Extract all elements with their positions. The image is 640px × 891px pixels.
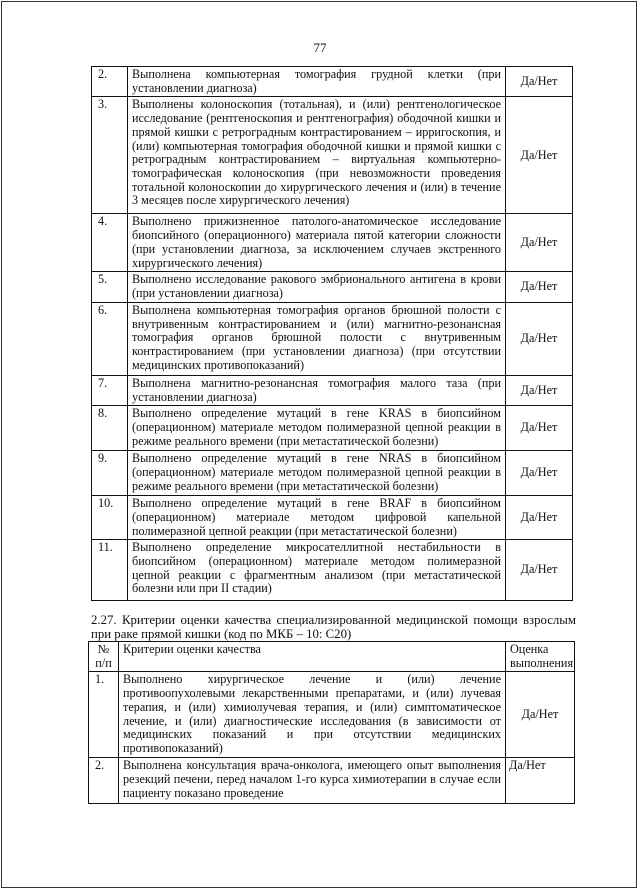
criterion-text: Выполнено определение мутаций в гене KRAS в биопсийном (операционном) материале методом полимеразной цепной реакции в режиме реального времени (при метастатической болезни) [128, 406, 506, 451]
row-number: 10. [92, 496, 128, 540]
criteria-table [88, 641, 575, 804]
table-row [92, 97, 573, 214]
criterion-text: Выполнено определение мутаций в гене NRAS в биопсийном (операционном) материале методом полимеразной цепной реакции в режиме реального времени (при метастатической болезни) [128, 451, 506, 496]
table-row [89, 758, 575, 804]
assessment-cell: Да/Нет [506, 758, 575, 804]
table-row [92, 375, 573, 405]
criterion-text: Выполнено определение микросателлитной нестабильности в биопсийном (операционном) материале методом полимеразной цепной реакции с фрагментным анализом (при метастатической болезни или при II стадии) [128, 540, 506, 601]
assessment-cell: Да/Нет [506, 672, 575, 758]
table-row [92, 540, 573, 601]
assessment-cell: Да/Нет [506, 406, 573, 451]
table-row [89, 672, 575, 758]
section-title: 2.27. Критерии оценки качества специализированной медицинской помощи взрослым при раке прямой кишки (код по МКБ – 10: C20) [91, 613, 576, 641]
row-number: 7. [92, 375, 128, 405]
table-row [92, 67, 573, 97]
criterion-text: Выполнена компьютерная томография органов брюшной полости с внутривенным контрастированием и (или) магнитно-резонансная томография органов брюшной полости с внутривенным контрастированием (при установлении диагноза) (при отсутствии медицинских противопоказаний) [128, 302, 506, 375]
assessment-cell: Да/Нет [506, 451, 573, 496]
table-row [92, 406, 573, 451]
criteria-table-continued [91, 66, 573, 601]
assessment-cell: Да/Нет [506, 272, 573, 302]
assessment-cell: Да/Нет [506, 496, 573, 540]
table-header-row [89, 642, 575, 672]
table-row [92, 451, 573, 496]
table-row [92, 214, 573, 272]
row-number: 9. [92, 451, 128, 496]
table-row [92, 302, 573, 375]
header-assessment: Оценка выполнения [506, 642, 575, 672]
criterion-text: Выполнено хирургическое лечение и (или) лечение противоопухолевыми лекарственными препаратами, и (или) лучевая терапия, и (или) химиолучевая терапия, и (или) симптоматическое лечение, и (или) диагностические исследования (в зависимости от медицинских показаний и при отсутствии медицинских противопоказаний) [119, 672, 506, 758]
row-number: 1. [89, 672, 119, 758]
criterion-text: Выполнено прижизненное патолого-анатомическое исследование биопсийного (операционного) материала пятой категории сложности (при установлении диагноза, за исключением случаев экстренного хирургического лечения) [128, 214, 506, 272]
table-row [92, 496, 573, 540]
row-number: 11. [92, 540, 128, 601]
assessment-cell: Да/Нет [506, 540, 573, 601]
header-number: № п/п [89, 642, 119, 672]
row-number: 3. [92, 97, 128, 214]
row-number: 8. [92, 406, 128, 451]
assessment-cell: Да/Нет [506, 214, 573, 272]
assessment-cell: Да/Нет [506, 97, 573, 214]
criterion-text: Выполнена консультация врача-онколога, имеющего опыт выполнения резекций печени, перед началом 1-го курса химиотерапии в случае если пациенту показано проведение [119, 758, 506, 804]
criterion-text: Выполнены колоноскопия (тотальная), и (или) рентгенологическое исследование (рентгеноскопия и рентгенография) ободочной кишки и прямой кишки с ретроградным контрастированием – ирригоскопия, и (или) компьютерная томография ободочной кишки и прямой кишки с ретроградным контрастированием – виртуальная компьютерно-томографическая колоноскопия (при невозможности проведения тотальной колоноскопии до хирургического лечения и (или) в течение 3 месяцев после хирургического лечения) [128, 97, 506, 214]
assessment-cell: Да/Нет [506, 302, 573, 375]
header-criteria: Критерии оценки качества [119, 642, 506, 672]
criterion-text: Выполнена магнитно-резонансная томография малого таза (при установлении диагноза) [128, 375, 506, 405]
row-number: 4. [92, 214, 128, 272]
row-number: 2. [92, 67, 128, 97]
criterion-text: Выполнено определение мутаций в гене BRAF в биопсийном (операционном) материале методом цифровой капельной полимеразной цепной реакции (при метастатической болезни) [128, 496, 506, 540]
assessment-cell: Да/Нет [506, 67, 573, 97]
row-number: 6. [92, 302, 128, 375]
page-number: 77 [313, 40, 327, 55]
row-number: 5. [92, 272, 128, 302]
criterion-text: Выполнено исследование ракового эмбрионального антигена в крови (при установлении диагноза) [128, 272, 506, 302]
criterion-text: Выполнена компьютерная томография грудной клетки (при установлении диагноза) [128, 67, 506, 97]
assessment-cell: Да/Нет [506, 375, 573, 405]
table-row [92, 272, 573, 302]
row-number: 2. [89, 758, 119, 804]
